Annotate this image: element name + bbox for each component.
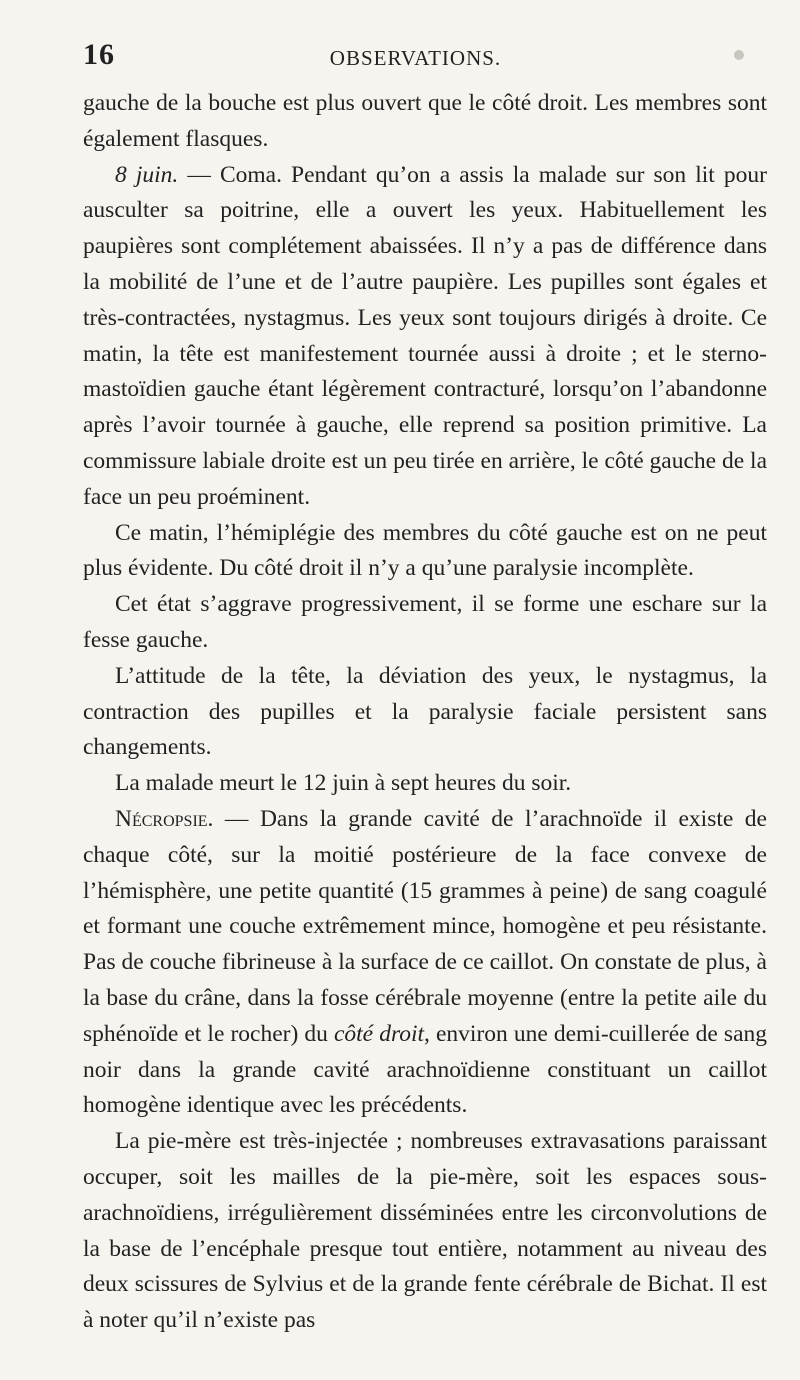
- page-header: [83, 38, 748, 82]
- necropsy-italic: côté droit: [333, 1020, 425, 1047]
- paragraph-hemiplegia: Ce matin, l’hémiplégie des membres du côté gauche est on ne peut plus évidente. Du côté droit il n’y a qu’une paralysie incomplète.: [83, 519, 767, 582]
- page-number: 16: [83, 38, 115, 71]
- necropsy-text-1: — Dans la grande cavité de l’arachnoïde il existe de chaque côté, sur la moitié postérieure de la face convexe de l’hémisphère, une petite quantité (15 grammes à peine) de sang coagulé et formant une couche extrêmement mince, homogène et peu résistante. Pas de couche fibrineuse à la surface de ce caillot. On constate de plus, à la base du crâne, dans la fosse cérébrale moyenne (entre la petite aile du sphénoïde et le rocher) du: [83, 805, 767, 1047]
- paragraph-attitude: L’attitude de la tête, la déviation des yeux, le nystagmus, la contraction des pupilles et la paralysie faciale persistent sans changements.: [83, 662, 767, 761]
- paragraph-continuation: gauche de la bouche est plus ouvert que le côté droit. Les membres sont également flasques.: [83, 90, 767, 152]
- paragraph-pia-mater: La pie-mère est très-injectée ; nombreuses extravasations paraissant occuper, soit les mailles de la pie-mère, soit les espaces sous-arachnoïdiens, irrégulièrement disséminées entre les circonvolutions de la base de l’encéphale presque tout entière, notamment au niveau des deux scissures de Sylvius et de la grande fente cérébrale de Bichat. Il est à noter qu’il n’existe pas: [83, 1128, 767, 1334]
- necropsy-text-2: , environ une demi-cuillerée de sang noir dans la grande cavité arachnoïdienne constituant un caillot homogène identique avec les précédents.: [83, 1020, 767, 1119]
- necropsy-label: Nécropsie.: [115, 805, 214, 832]
- paper-blemish: [734, 50, 744, 60]
- paragraph-june-8: [83, 158, 767, 516]
- paragraph-text: — Coma. Pendant qu’on a assis la malade sur son lit pour ausculter sa poitrine, elle a ouvert les yeux. Habituellement les paupières sont complétement abaissées. Il n’y a pas de différence dans la mobilité de l’une et de l’autre paupière. Les pupilles sont égales et très-contractées, nystagmus. Les yeux sont toujours dirigés à droite. Ce matin, la tête est manifestement tournée aussi à droite ; et le sterno-mastoïdien gauche étant légèrement contracturé, lorsqu’on l’abandonne après l’avoir tournée à gauche, elle reprend sa position primitive. La commissure labiale droite est un peu tirée en arrière, le côté gauche de la face un peu proéminent.: [83, 161, 767, 510]
- body-text: [83, 86, 767, 1339]
- paragraph-necropsy: [83, 802, 767, 1124]
- running-title: OBSERVATIONS.: [329, 46, 502, 70]
- paragraph-eschar: Cet état s’aggrave progressivement, il se forme une eschare sur la fesse gauche.: [83, 591, 767, 653]
- paragraph-death: La malade meurt le 12 juin à sept heures du soir.: [115, 770, 572, 797]
- date-label: 8 juin.: [115, 161, 179, 188]
